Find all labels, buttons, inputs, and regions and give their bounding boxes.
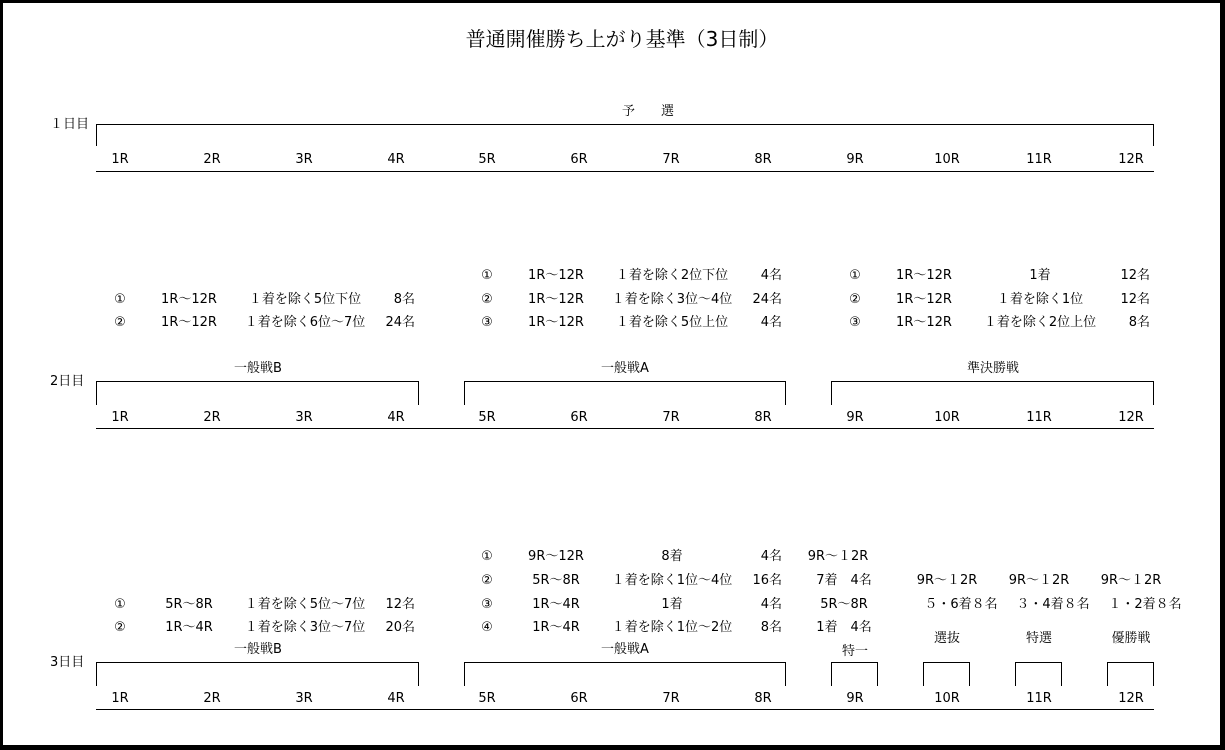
day3-bracket-b-top [96, 662, 419, 663]
criteria-range: 1R～12R [528, 315, 584, 330]
race-label: 12R [1118, 691, 1144, 706]
day3-bracket-senbatsu-top [923, 662, 970, 663]
race-label: 6R [570, 691, 588, 706]
day2-bracket-b-right [418, 381, 419, 405]
day3-bracket-b-right [418, 662, 419, 686]
day3-label: 3日目 [50, 655, 85, 670]
criteria-count: 12名 [385, 597, 415, 612]
criteria-count: 12名 [1120, 268, 1150, 283]
day3-bracket-b-left [96, 662, 97, 686]
day1-group-yosen: 予 選 [621, 104, 675, 119]
criteria-count: 24名 [385, 315, 415, 330]
race-label: 7R [662, 691, 680, 706]
criteria-range: 9R～12R [528, 549, 584, 564]
criteria-range: 1R～12R [161, 315, 217, 330]
day3-baseline [96, 709, 1154, 710]
criteria-range: 1R～4R [532, 597, 580, 612]
race-label: 10R [934, 691, 960, 706]
race-label: 2R [203, 410, 221, 425]
criteria-count: 16名 [752, 573, 782, 588]
criteria-range: 5R～8R [820, 597, 868, 612]
day3-group-yusho: 優勝戦 [1111, 631, 1151, 646]
criteria-num: ② [849, 292, 861, 307]
criteria-condition: １着を除く5位上位 [615, 315, 729, 330]
race-label: 3R [295, 691, 313, 706]
day1-bracket-top [96, 124, 1154, 125]
criteria-condition: １着を除く1位～4位 [611, 573, 733, 588]
race-label: 5R [478, 152, 496, 167]
race-label: 3R [295, 152, 313, 167]
race-label: 1R [111, 410, 129, 425]
day2-bracket-b-top [96, 381, 419, 382]
day2-baseline [96, 428, 1154, 429]
criteria-count: 24名 [752, 292, 782, 307]
criteria-count: 4名 [760, 597, 782, 612]
criteria-range: 5R～8R [532, 573, 580, 588]
criteria-count: ５・6着８名 [924, 597, 998, 612]
race-label: 4R [387, 691, 405, 706]
day3-bracket-tokuichi-top [831, 662, 878, 663]
day1-label: １日目 [50, 117, 90, 132]
race-label: 3R [295, 410, 313, 425]
day2-bracket-semi-top [831, 381, 1154, 382]
race-label: 2R [203, 152, 221, 167]
day3-group-tokuichi: 特一 [841, 644, 869, 659]
criteria-num: ② [114, 620, 126, 635]
criteria-num: ③ [481, 597, 493, 612]
criteria-range: 1R～12R [528, 292, 584, 307]
day3-bracket-tokuichi-left [831, 662, 832, 686]
day3-bracket-yusho-top [1107, 662, 1154, 663]
criteria-num: ③ [481, 315, 493, 330]
criteria-range: 5R～8R [165, 597, 213, 612]
race-label: 9R [846, 691, 864, 706]
criteria-count: 8名 [393, 292, 415, 307]
race-label: 6R [570, 152, 588, 167]
criteria-count: ３・4着８名 [1016, 597, 1090, 612]
criteria-range: 9R～１2R [916, 573, 978, 588]
criteria-condition: 8着 [661, 549, 683, 564]
day2-group-ippan-b: 一般戦B [234, 361, 282, 376]
criteria-condition: １着を除く6位～7位 [244, 315, 366, 330]
criteria-count: 4名 [760, 549, 782, 564]
day3-group-tokusen: 特選 [1025, 631, 1053, 646]
race-label: 7R [662, 410, 680, 425]
page-title: 普通開催勝ち上がり基準（3日制） [465, 27, 779, 51]
criteria-condition: 1着 [1029, 268, 1051, 283]
day3-bracket-a-top [464, 662, 786, 663]
day2-bracket-a-right [785, 381, 786, 405]
criteria-num: ② [481, 573, 493, 588]
race-label: 2R [203, 691, 221, 706]
criteria-range: 1R～12R [896, 292, 952, 307]
day3-bracket-tokuichi-right [877, 662, 878, 686]
day2-bracket-a-left [464, 381, 465, 405]
criteria-count: 12名 [1120, 292, 1150, 307]
race-label: 11R [1026, 152, 1052, 167]
race-label: 12R [1118, 410, 1144, 425]
criteria-count: 8名 [1128, 315, 1150, 330]
day3-bracket-yusho-right [1153, 662, 1154, 686]
day1-baseline [96, 171, 1154, 172]
race-label: 10R [934, 152, 960, 167]
race-label: 4R [387, 152, 405, 167]
day3-bracket-senbatsu-left [923, 662, 924, 686]
race-label: 7R [662, 152, 680, 167]
day2-bracket-b-left [96, 381, 97, 405]
race-label: 8R [754, 152, 772, 167]
criteria-num: ① [114, 597, 126, 612]
criteria-range: 1R～4R [165, 620, 213, 635]
race-label: 5R [478, 691, 496, 706]
criteria-num: ④ [481, 620, 493, 635]
criteria-num: ① [481, 549, 493, 564]
criteria-count: 8名 [760, 620, 782, 635]
race-label: 12R [1118, 152, 1144, 167]
day3-bracket-tokusen-left [1015, 662, 1016, 686]
criteria-range: 1R～4R [532, 620, 580, 635]
criteria-range: 1R～12R [161, 292, 217, 307]
day2-bracket-semi-right [1153, 381, 1154, 405]
day1-bracket-right [1153, 124, 1154, 146]
criteria-num: ① [849, 268, 861, 283]
criteria-condition: 1着 [661, 597, 683, 612]
criteria-range: 1R～12R [896, 315, 952, 330]
criteria-count: 4名 [760, 315, 782, 330]
day3-bracket-tokusen-right [1061, 662, 1062, 686]
race-label: 11R [1026, 410, 1052, 425]
day3-group-ippan-b: 一般戦B [234, 642, 282, 657]
criteria-num: ② [481, 292, 493, 307]
criteria-count: 20名 [385, 620, 415, 635]
race-label: 11R [1026, 691, 1052, 706]
criteria-condition: １着を除く1位 [996, 292, 1084, 307]
criteria-num: ③ [849, 315, 861, 330]
criteria-range: 1R～12R [528, 268, 584, 283]
day2-bracket-semi-left [831, 381, 832, 405]
criteria-condition: １着を除く5位～7位 [244, 597, 366, 612]
race-label: 10R [934, 410, 960, 425]
day3-group-senbatsu: 選抜 [933, 631, 961, 646]
criteria-range: 9R～１2R [807, 549, 869, 564]
day2-label: 2日目 [50, 374, 85, 389]
criteria-range: 1R～12R [896, 268, 952, 283]
criteria-num: ① [114, 292, 126, 307]
day1-bracket-left [96, 124, 97, 146]
criteria-count: 1着 4名 [816, 620, 872, 635]
day3-bracket-senbatsu-right [969, 662, 970, 686]
criteria-count: １・2着８名 [1108, 597, 1182, 612]
day2-group-semifinal: 準決勝戦 [966, 361, 1020, 376]
day3-bracket-a-right [785, 662, 786, 686]
criteria-num: ② [114, 315, 126, 330]
race-label: 5R [478, 410, 496, 425]
day2-group-ippan-a: 一般戦A [601, 361, 649, 376]
day2-bracket-a-top [464, 381, 786, 382]
race-label: 8R [754, 691, 772, 706]
criteria-range: 9R～１2R [1100, 573, 1162, 588]
race-label: 4R [387, 410, 405, 425]
criteria-condition: １着を除く2位上位 [983, 315, 1097, 330]
race-label: 1R [111, 691, 129, 706]
race-label: 6R [570, 410, 588, 425]
race-label: 1R [111, 152, 129, 167]
race-label: 9R [846, 152, 864, 167]
day3-bracket-tokusen-top [1015, 662, 1062, 663]
criteria-condition: １着を除く5位下位 [248, 292, 362, 307]
race-label: 9R [846, 410, 864, 425]
race-label: 8R [754, 410, 772, 425]
criteria-condition: １着を除く3位～4位 [611, 292, 733, 307]
criteria-condition: １着を除く2位下位 [615, 268, 729, 283]
criteria-condition: １着を除く1位～2位 [611, 620, 733, 635]
criteria-count: 7着 4名 [816, 573, 872, 588]
day3-bracket-a-left [464, 662, 465, 686]
criteria-count: 4名 [760, 268, 782, 283]
criteria-num: ① [481, 268, 493, 283]
day3-group-ippan-a: 一般戦A [601, 642, 649, 657]
day3-bracket-yusho-left [1107, 662, 1108, 686]
criteria-range: 9R～１2R [1008, 573, 1070, 588]
criteria-condition: １着を除く3位～7位 [244, 620, 366, 635]
